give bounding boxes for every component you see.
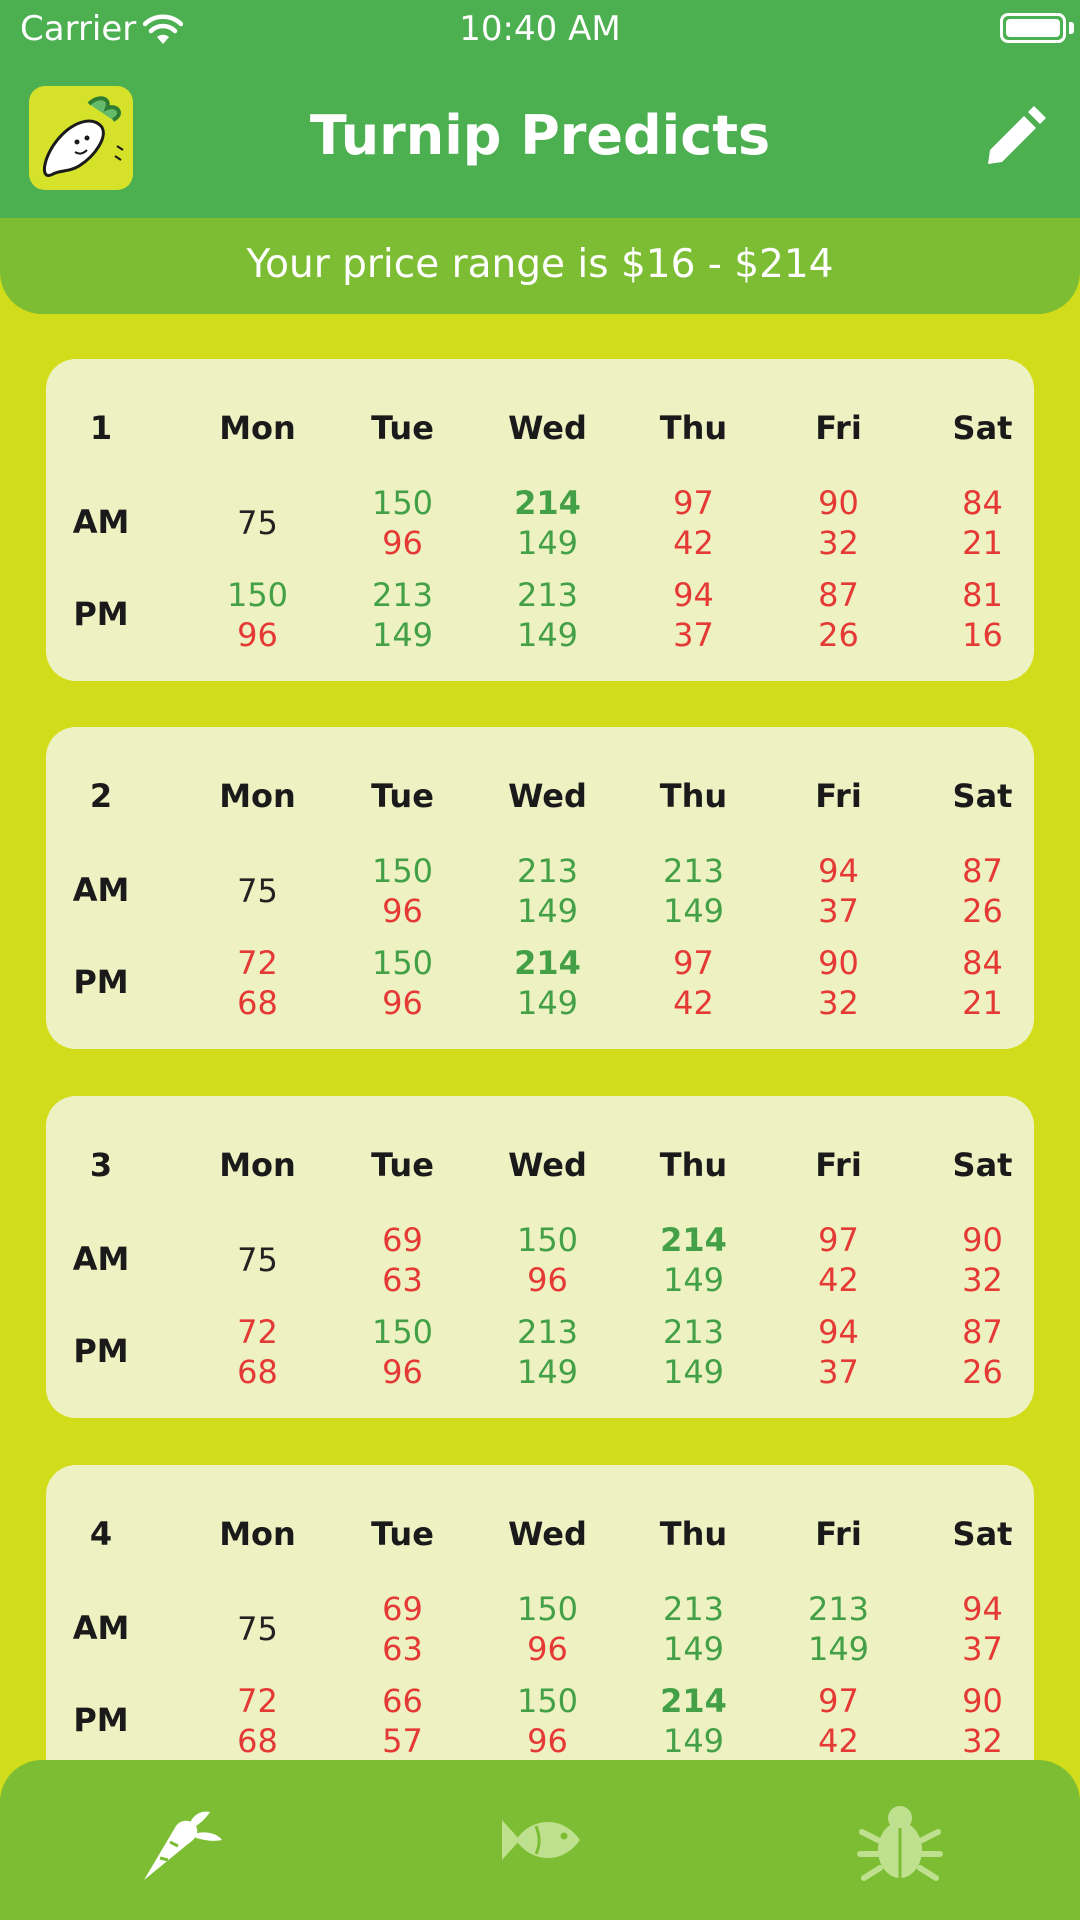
price-cell bbox=[766, 1312, 911, 1392]
day-header: Mon bbox=[219, 1515, 296, 1553]
carrier-label: Carrier bbox=[20, 9, 137, 49]
price-low: 37 bbox=[818, 892, 859, 930]
price-cell bbox=[766, 851, 911, 931]
price-low: 68 bbox=[237, 1353, 278, 1391]
day-header: Sat bbox=[952, 777, 1013, 815]
price-high: 150 bbox=[371, 1313, 434, 1351]
clock: 10:40 AM bbox=[459, 9, 621, 49]
day-header: Sat bbox=[952, 409, 1013, 447]
price-low: 96 bbox=[527, 1261, 568, 1299]
price-high: 69 bbox=[382, 1590, 423, 1628]
price-cell bbox=[330, 1589, 475, 1669]
price-low: 96 bbox=[527, 1722, 568, 1760]
price-high: 213 bbox=[516, 1313, 579, 1351]
price-high: 75 bbox=[237, 1610, 278, 1648]
price-high: 150 bbox=[516, 1682, 579, 1720]
pm-row-label: PM bbox=[73, 595, 129, 633]
price-cell bbox=[621, 483, 766, 563]
price-low: 37 bbox=[673, 616, 714, 654]
price-cell bbox=[910, 1312, 1055, 1392]
day-header: Fri bbox=[815, 1515, 862, 1553]
price-high: 66 bbox=[382, 1682, 423, 1720]
week-number: 4 bbox=[89, 1515, 113, 1553]
price-cell bbox=[766, 575, 911, 655]
price-cell bbox=[330, 1312, 475, 1392]
day-header: Sat bbox=[952, 1146, 1013, 1184]
price-low: 42 bbox=[818, 1722, 859, 1760]
price-cell bbox=[766, 483, 911, 563]
price-high: 84 bbox=[962, 484, 1003, 522]
price-high: 213 bbox=[516, 576, 579, 614]
price-high: 150 bbox=[371, 944, 434, 982]
price-high: 97 bbox=[673, 944, 714, 982]
day-header: Thu bbox=[659, 777, 728, 815]
price-low: 42 bbox=[673, 984, 714, 1022]
price-low: 149 bbox=[516, 1353, 579, 1391]
price-high: 94 bbox=[962, 1590, 1003, 1628]
day-header: Thu bbox=[659, 1515, 728, 1553]
nav-bug-icon[interactable] bbox=[850, 1796, 950, 1886]
price-cell bbox=[910, 1220, 1055, 1300]
price-cell bbox=[185, 575, 330, 655]
price-low: 26 bbox=[962, 892, 1003, 930]
price-cell bbox=[766, 943, 911, 1023]
week-number: 1 bbox=[89, 409, 113, 447]
price-low: 21 bbox=[962, 984, 1003, 1022]
price-cell bbox=[330, 483, 475, 563]
week-card bbox=[46, 359, 1034, 681]
day-header: Tue bbox=[371, 777, 434, 815]
price-low: 42 bbox=[673, 524, 714, 562]
price-low: 149 bbox=[662, 1722, 725, 1760]
price-high: 94 bbox=[818, 1313, 859, 1351]
price-cell bbox=[475, 575, 620, 655]
price-cell bbox=[475, 851, 620, 931]
price-high: 94 bbox=[673, 576, 714, 614]
price-low: 149 bbox=[516, 984, 579, 1022]
price-high: 214 bbox=[660, 1682, 727, 1720]
day-header: Thu bbox=[659, 409, 728, 447]
price-high: 150 bbox=[371, 852, 434, 890]
price-high: 213 bbox=[662, 1313, 725, 1351]
price-low: 16 bbox=[962, 616, 1003, 654]
price-low: 96 bbox=[382, 984, 423, 1022]
price-cell bbox=[185, 503, 330, 543]
price-high: 213 bbox=[662, 1590, 725, 1628]
price-low: 149 bbox=[662, 1630, 725, 1668]
price-low: 149 bbox=[516, 616, 579, 654]
price-high: 150 bbox=[516, 1590, 579, 1628]
price-high: 84 bbox=[962, 944, 1003, 982]
price-cell bbox=[185, 1609, 330, 1649]
price-low: 26 bbox=[962, 1353, 1003, 1391]
price-low: 32 bbox=[962, 1722, 1003, 1760]
price-high: 90 bbox=[962, 1682, 1003, 1720]
edit-pencil-icon[interactable] bbox=[980, 104, 1048, 172]
price-cell bbox=[330, 943, 475, 1023]
price-low: 32 bbox=[818, 984, 859, 1022]
price-high: 87 bbox=[962, 1313, 1003, 1351]
price-cell bbox=[185, 1312, 330, 1392]
price-low: 96 bbox=[382, 524, 423, 562]
price-high: 213 bbox=[371, 576, 434, 614]
price-low: 96 bbox=[237, 616, 278, 654]
price-high: 90 bbox=[818, 484, 859, 522]
price-range-banner: Your price range is $16 - $214 bbox=[0, 218, 1080, 314]
price-low: 149 bbox=[662, 1261, 725, 1299]
price-cell bbox=[621, 575, 766, 655]
price-cell bbox=[766, 1589, 911, 1669]
price-low: 68 bbox=[237, 1722, 278, 1760]
battery-icon bbox=[1000, 13, 1066, 43]
price-cell bbox=[330, 1681, 475, 1761]
price-cell bbox=[475, 943, 620, 1023]
price-cell bbox=[621, 1589, 766, 1669]
price-low: 96 bbox=[527, 1630, 568, 1668]
price-high: 97 bbox=[673, 484, 714, 522]
price-high: 81 bbox=[962, 576, 1003, 614]
price-cell bbox=[766, 1681, 911, 1761]
price-high: 72 bbox=[237, 1682, 278, 1720]
day-header: Wed bbox=[508, 409, 587, 447]
week-number: 2 bbox=[89, 777, 113, 815]
price-cell bbox=[475, 483, 620, 563]
nav-carrot-icon[interactable] bbox=[130, 1796, 230, 1886]
price-cell bbox=[330, 1220, 475, 1300]
price-high: 214 bbox=[660, 1221, 727, 1259]
price-low: 57 bbox=[382, 1722, 423, 1760]
week-number: 3 bbox=[89, 1146, 113, 1184]
price-high: 72 bbox=[237, 1313, 278, 1351]
price-low: 149 bbox=[662, 1353, 725, 1391]
price-low: 149 bbox=[516, 524, 579, 562]
status-bar bbox=[0, 0, 1080, 60]
price-low: 149 bbox=[371, 616, 434, 654]
day-header: Tue bbox=[371, 1146, 434, 1184]
price-high: 75 bbox=[237, 504, 278, 542]
price-low: 96 bbox=[382, 892, 423, 930]
day-header: Tue bbox=[371, 1515, 434, 1553]
price-cell bbox=[910, 943, 1055, 1023]
price-low: 149 bbox=[516, 892, 579, 930]
price-high: 87 bbox=[962, 852, 1003, 890]
price-low: 96 bbox=[382, 1353, 423, 1391]
price-high: 97 bbox=[818, 1682, 859, 1720]
price-cell bbox=[910, 575, 1055, 655]
price-cell bbox=[185, 943, 330, 1023]
price-high: 69 bbox=[382, 1221, 423, 1259]
price-cell bbox=[475, 1589, 620, 1669]
day-header: Fri bbox=[815, 409, 862, 447]
day-header: Fri bbox=[815, 1146, 862, 1184]
am-row-label: AM bbox=[72, 871, 130, 909]
price-low: 26 bbox=[818, 616, 859, 654]
price-cell bbox=[475, 1681, 620, 1761]
price-cell bbox=[910, 1681, 1055, 1761]
price-high: 150 bbox=[516, 1221, 579, 1259]
week-card bbox=[46, 1465, 1034, 1787]
price-high: 87 bbox=[818, 576, 859, 614]
price-high: 213 bbox=[516, 852, 579, 890]
price-high: 75 bbox=[237, 872, 278, 910]
bottom-nav bbox=[0, 1760, 1080, 1920]
pm-row-label: PM bbox=[73, 1701, 129, 1739]
page-title: Turnip Predicts bbox=[309, 104, 771, 167]
price-high: 213 bbox=[807, 1590, 870, 1628]
price-cell bbox=[621, 851, 766, 931]
price-low: 42 bbox=[818, 1261, 859, 1299]
pm-row-label: PM bbox=[73, 1332, 129, 1370]
price-cell bbox=[766, 1220, 911, 1300]
price-low: 37 bbox=[962, 1630, 1003, 1668]
day-header: Mon bbox=[219, 1146, 296, 1184]
day-header: Wed bbox=[508, 777, 587, 815]
day-header: Wed bbox=[508, 1515, 587, 1553]
price-cell bbox=[185, 1681, 330, 1761]
price-high: 75 bbox=[237, 1241, 278, 1279]
week-card bbox=[46, 1096, 1034, 1418]
price-low: 37 bbox=[818, 1353, 859, 1391]
day-header: Mon bbox=[219, 409, 296, 447]
price-cell bbox=[910, 851, 1055, 931]
price-cell bbox=[621, 943, 766, 1023]
week-card bbox=[46, 727, 1034, 1049]
price-low: 63 bbox=[382, 1261, 423, 1299]
price-high: 214 bbox=[514, 484, 581, 522]
price-cell bbox=[621, 1312, 766, 1392]
price-low: 149 bbox=[807, 1630, 870, 1668]
price-high: 150 bbox=[226, 576, 289, 614]
price-low: 63 bbox=[382, 1630, 423, 1668]
day-header: Fri bbox=[815, 777, 862, 815]
price-high: 214 bbox=[514, 944, 581, 982]
nav-fish-icon[interactable] bbox=[490, 1796, 590, 1886]
price-low: 32 bbox=[962, 1261, 1003, 1299]
am-row-label: AM bbox=[72, 1240, 130, 1278]
price-high: 94 bbox=[818, 852, 859, 890]
price-cell bbox=[910, 483, 1055, 563]
battery-tip bbox=[1069, 22, 1074, 34]
price-low: 21 bbox=[962, 524, 1003, 562]
am-row-label: AM bbox=[72, 1609, 130, 1647]
price-cell bbox=[330, 851, 475, 931]
price-cell bbox=[330, 575, 475, 655]
price-cell bbox=[185, 871, 330, 911]
price-high: 150 bbox=[371, 484, 434, 522]
day-header: Mon bbox=[219, 777, 296, 815]
price-low: 68 bbox=[237, 984, 278, 1022]
price-cell bbox=[475, 1220, 620, 1300]
price-cell bbox=[185, 1240, 330, 1280]
price-high: 72 bbox=[237, 944, 278, 982]
day-header: Tue bbox=[371, 409, 434, 447]
day-header: Sat bbox=[952, 1515, 1013, 1553]
price-low: 149 bbox=[662, 892, 725, 930]
am-row-label: AM bbox=[72, 503, 130, 541]
price-high: 97 bbox=[818, 1221, 859, 1259]
price-low: 32 bbox=[818, 524, 859, 562]
day-header: Thu bbox=[659, 1146, 728, 1184]
price-cell bbox=[910, 1589, 1055, 1669]
price-high: 90 bbox=[818, 944, 859, 982]
price-cell bbox=[475, 1312, 620, 1392]
day-header: Wed bbox=[508, 1146, 587, 1184]
app-bar bbox=[0, 60, 1080, 220]
pm-row-label: PM bbox=[73, 963, 129, 1001]
price-cell bbox=[621, 1681, 766, 1761]
price-cell bbox=[621, 1220, 766, 1300]
price-high: 213 bbox=[662, 852, 725, 890]
price-high: 90 bbox=[962, 1221, 1003, 1259]
